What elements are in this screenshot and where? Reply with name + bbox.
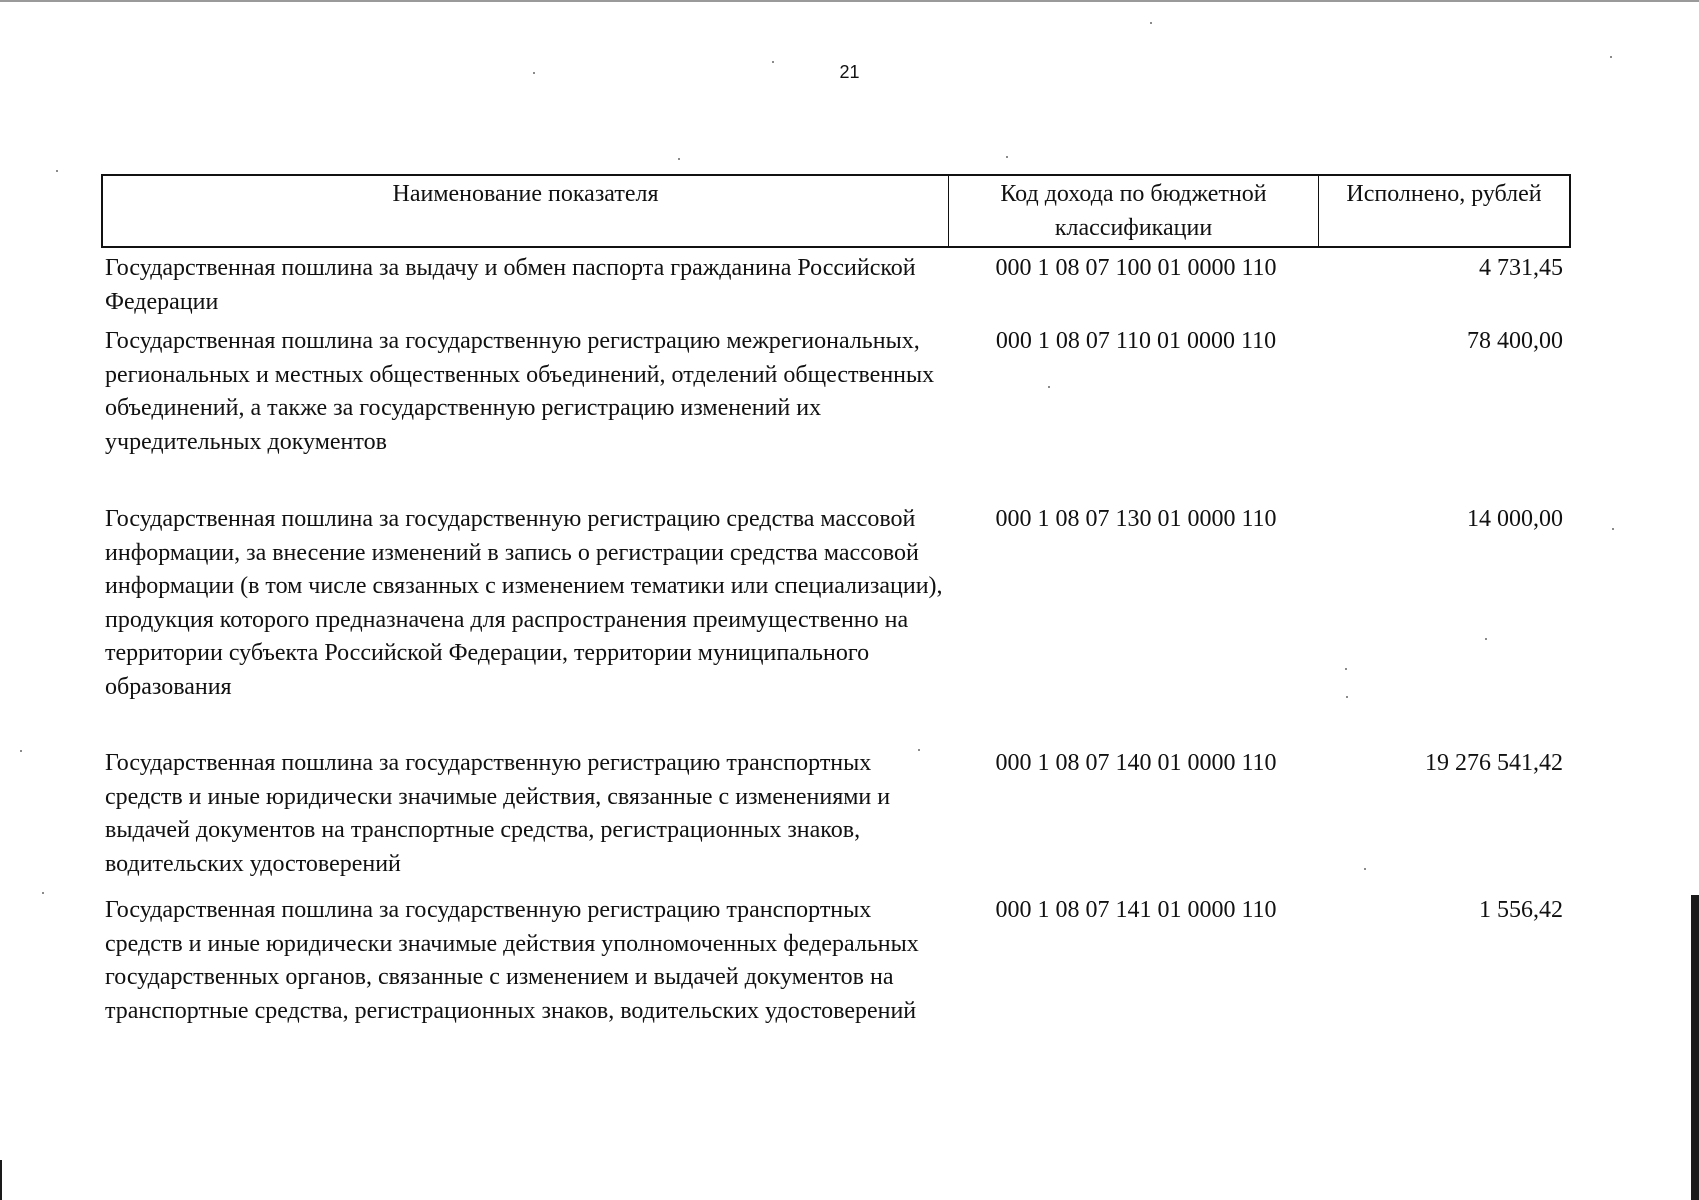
row-executed-amount: 19 276 541,42 — [1425, 750, 1563, 776]
scan-speck — [678, 158, 680, 160]
scan-speck — [1610, 56, 1612, 58]
table-row — [101, 503, 1571, 747]
header-executed-amount: Исполнено, рублей — [1346, 181, 1542, 207]
page-number: 21 — [839, 62, 860, 82]
row-indicator-name: Государственная пошлина за государственную регистрацию транспортных средств и иные юридически значимые действия уполномоченных федеральных государственных органов, связанные с изменением и выдачей документов на транспортные средства, регистрационных знаков, водительских удостоверений — [105, 897, 919, 1024]
header-indicator-name: Наименование показателя — [103, 176, 949, 246]
scan-edge-top — [0, 0, 1699, 2]
row-executed-amount: 14 000,00 — [1467, 506, 1563, 532]
row-budget-code: 000 1 08 07 141 01 0000 110 — [995, 897, 1277, 923]
scan-speck — [1150, 22, 1152, 24]
scan-speck — [42, 892, 44, 894]
row-indicator-name: Государственная пошлина за государственную регистрацию транспортных средств и иные юридически значимые действия, связанные с изменениями и выдачей документов на транспортные средства, регистрационных знаков, водительских удостоверений — [105, 750, 891, 877]
header-budget-code: Код дохода по бюджетной классификации — [949, 176, 1319, 246]
scan-speck — [20, 750, 22, 752]
row-budget-code: 000 1 08 07 110 01 0000 110 — [995, 328, 1277, 354]
row-indicator-name: Государственная пошлина за государственную регистрацию средства массовой информации, за внесение изменений в запись о регистрации средства массовой информации (в том числе связанных с изменением тематики или специализации), продукция которого предназначена для распространения преимущественно на территории субъекта Российской Федерации, территории муниципального образования — [105, 506, 943, 700]
scan-edge-right — [1691, 895, 1699, 1200]
row-indicator-name: Государственная пошлина за государственную регистрацию межрегиональных, региональных и местных общественных объединений, отделений общественных объединений, а также за государственную регистрацию изменений их учредительных документов — [105, 328, 935, 455]
table-row — [101, 747, 1571, 894]
row-budget-code: 000 1 08 07 140 01 0000 110 — [995, 750, 1277, 776]
table-row — [101, 248, 1571, 325]
row-budget-code: 000 1 08 07 130 01 0000 110 — [995, 506, 1277, 532]
table-row — [101, 325, 1571, 503]
row-indicator-name: Государственная пошлина за выдачу и обмен паспорта гражданина Российской Федерации — [105, 255, 916, 315]
table-header — [101, 174, 1571, 248]
row-executed-amount: 4 731,45 — [1479, 255, 1563, 281]
scan-speck — [1006, 156, 1008, 158]
revenue-table — [101, 174, 1571, 1064]
scan-edge-left — [0, 1160, 2, 1200]
row-executed-amount: 1 556,42 — [1479, 897, 1563, 923]
row-budget-code: 000 1 08 07 100 01 0000 110 — [995, 255, 1277, 281]
table-row — [101, 894, 1571, 1064]
row-executed-amount: 78 400,00 — [1467, 328, 1563, 354]
scan-speck — [1612, 528, 1614, 530]
scan-speck — [56, 170, 58, 172]
